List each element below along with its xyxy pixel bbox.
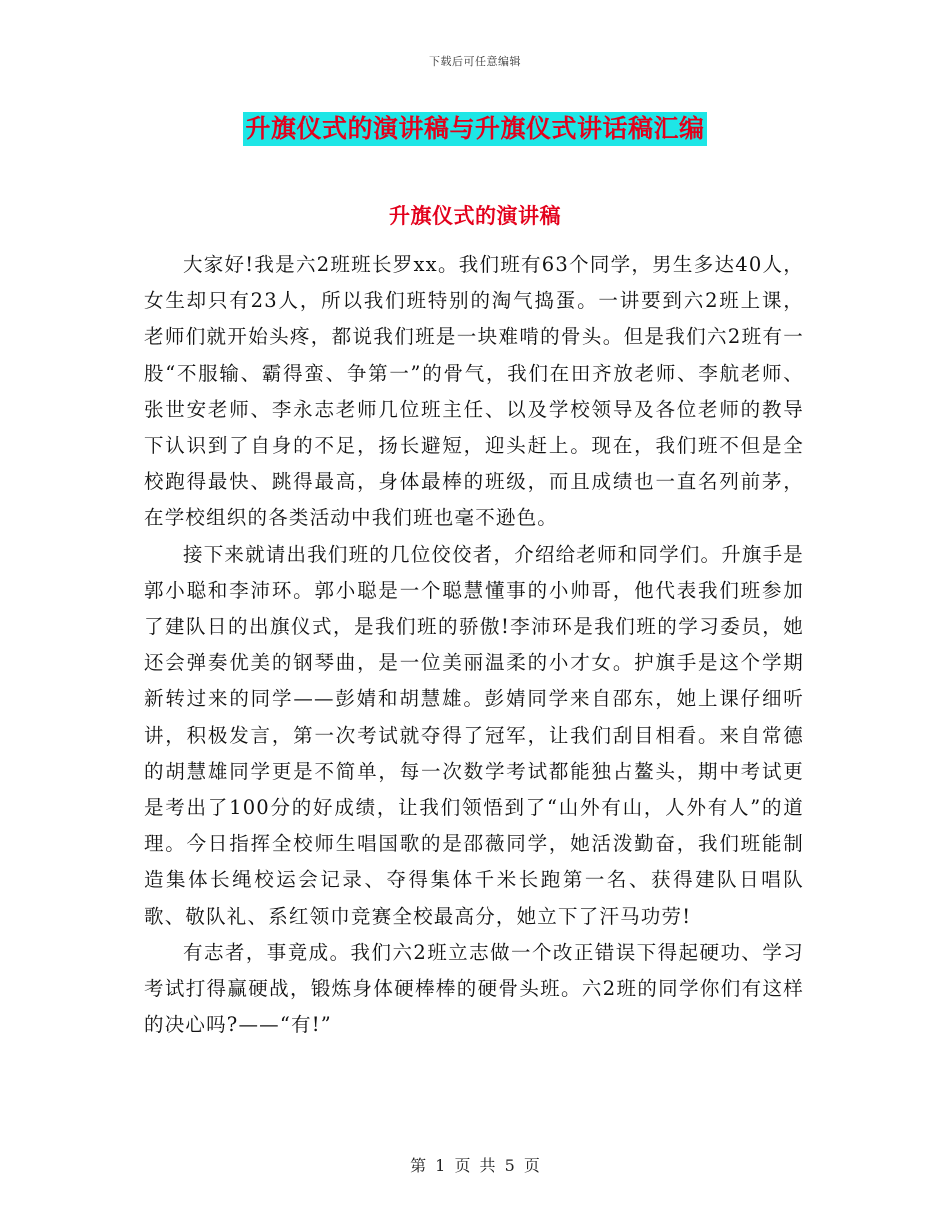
document-title: 升旗仪式的演讲稿与升旗仪式讲话稿汇编	[243, 112, 706, 146]
document-body	[144, 247, 804, 1043]
paragraph: 接下来就请出我们班的几位佼佼者，介绍给老师和同学们。升旗手是郭小聪和李沛环。郭小聪是一个聪慧懂事的小帅哥，他代表我们班参加了建队日的出旗仪式，是我们班的骄傲!李沛环是我们班的学习委员，她还会弹奏优美的钢琴曲，是一位美丽温柔的小才女。护旗手是这个学期新转过来的同学——彭婧和胡慧雄。彭婧同学来自邵东，她上课仔细听讲，积极发言，第一次考试就夺得了冠军，让我们刮目相看。来自常德的胡慧雄同学更是不简单，每一次数学考试都能独占鳌头，期中考试更是考出了100分的好成绩，让我们领悟到了“山外有山，人外有人”的道理。今日指挥全校师生唱国歌的是邵薇同学，她活泼勤奋，我们班能制造集体长绳校运会记录、夺得集体千米长跑第一名、获得建队日唱队歌、敬队礼、系红领巾竞赛全校最高分，她立下了汗马功劳!	[144, 542, 805, 928]
paragraph: 大家好!我是六2班班长罗xx。我们班有63个同学，男生多达40人，女生却只有23人，所以我们班特别的淘气捣蛋。一讲要到六2班上课，老师们就开始头疼，都说我们班是一块难啃的骨头。但是我们六2班有一股“不服输、霸得蛮、争第一”的骨气，我们在田齐放老师、李航老师、张世安老师、李永志老师几位班主任、以及学校领导及各位老师的教导下认识到了自身的不足，扬长避短，迎头赶上。现在，我们班不但是全校跑得最快、跳得最高，身体最棒的班级，而且成绩也一直名列前茅，在学校组织的各类活动中我们班也毫不逊色。	[144, 253, 804, 530]
page-footer: 第 1 页 共 5 页	[410, 1156, 540, 1175]
main-title-wrap	[0, 112, 950, 146]
header-note: 下载后可任意编辑	[429, 55, 521, 68]
section-title: 升旗仪式的演讲稿	[389, 204, 561, 228]
paragraph: 有志者，事竟成。我们六2班立志做一个改正错误下得起硬功、学习考试打得赢硬战，锻炼身体硬棒棒的硬骨头班。六2班的同学你们有这样的决心吗?——“有!”	[144, 940, 804, 1037]
